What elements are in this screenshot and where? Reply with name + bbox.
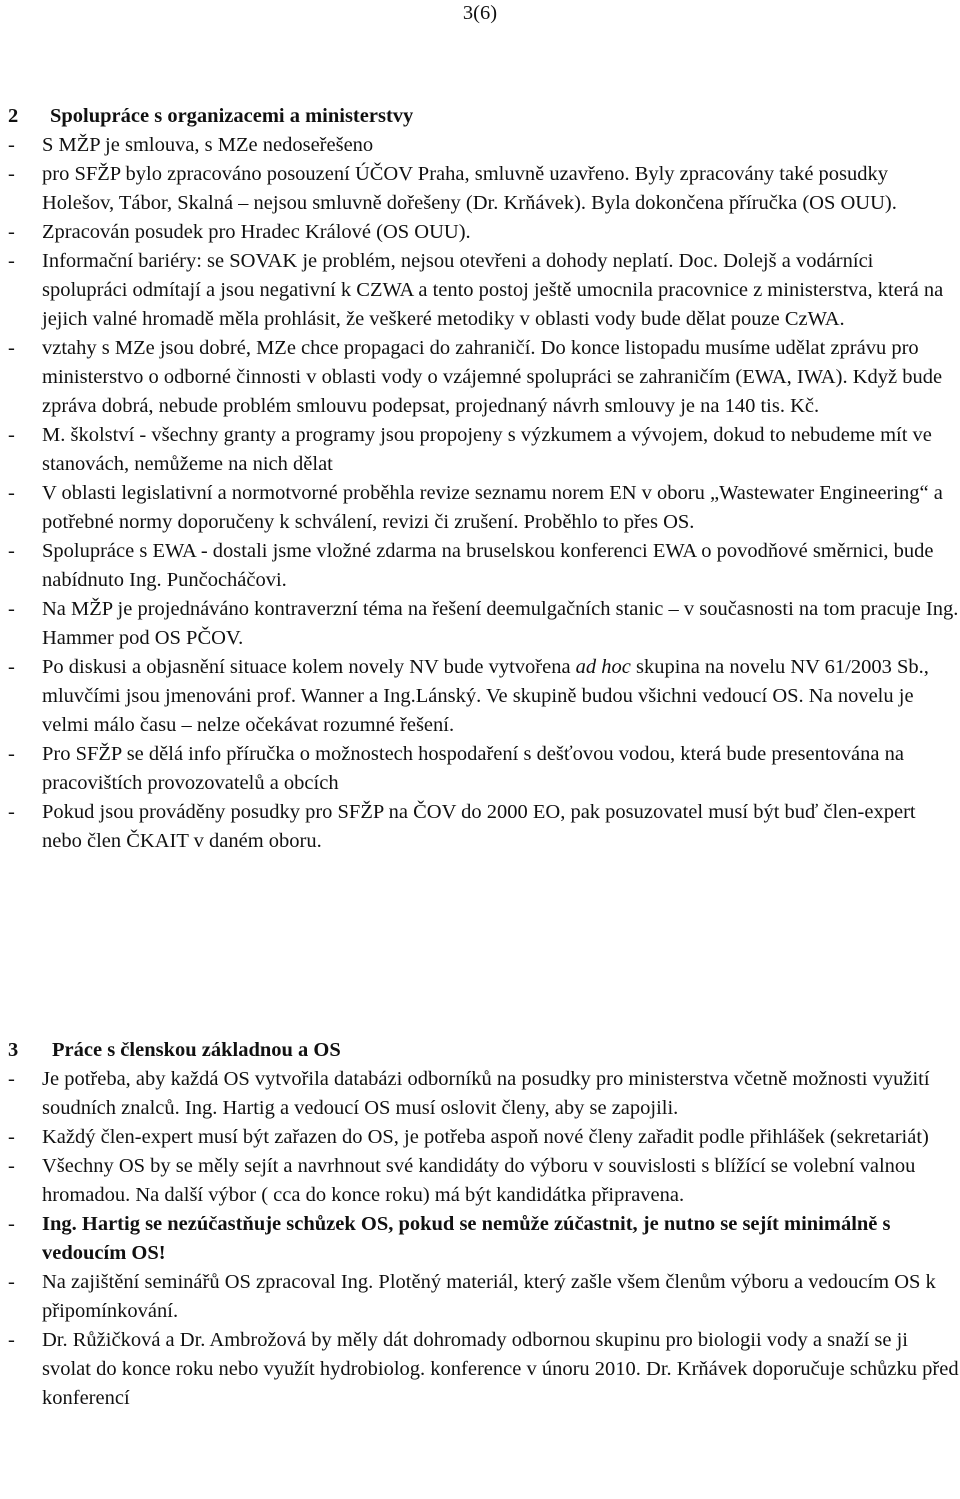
list-item: - S MŽP je smlouva, s MZe nedoseřešeno [8, 134, 374, 156]
section-title: Spolupráce s organizacemi a ministerstvy [50, 105, 414, 127]
list-item: - Na MŽP je projednáváno kontraverzní téma na řešení deemulgačních stanic – v současnosti na tom pracuje Ing. Hammer pod OS PČOV. [8, 598, 959, 649]
list-item: - pro SFŽP bylo zpracováno posouzení ÚČOV Praha, smluvně uzavřeno. Byly zpracovány také posudky Holešov, Tábor, Skalná – nejsou smluvně dořešeny (Dr. Krňávek). Byla dokončena příručka (OS OUU). [8, 163, 897, 214]
section-3-heading [8, 1036, 960, 1065]
list-item: - Po diskusi a objasnění situace kolem novely NV bude vytvořena ad hoc skupina na novelu NV 61/2003 Sb., mluvčími jsou jmenováni prof. Wanner a Ing.Lánský. Ve skupině budou všichni vedoucí OS. Na novelu je velmi málo času – nelze očekávat rozumné řešení. [8, 656, 929, 736]
page-number: 3(6) [462, 2, 498, 24]
list-item: - Pro SFŽP se dělá info příručka o možnostech hospodaření s dešťovou vodou, která bude presentována na pracovištích provozovatelů a obcích [8, 743, 904, 794]
section-number: 3 [8, 1039, 19, 1061]
list-item: - Pokud jsou prováděny posudky pro SFŽP na ČOV do 2000 EO, pak posuzovatel musí být buď člen-expert nebo člen ČKAIT v daném oboru. [8, 801, 916, 852]
list-item: - Všechny OS by se měly sejít a navrhnout své kandidáty do výboru v souvislosti s blížící se volební valnou hromadou. Na další výbor ( cca do konce roku) má být kandidátka připravena. [8, 1155, 916, 1206]
italic-term: ad hoc [575, 656, 631, 678]
section-2-heading [8, 102, 960, 131]
bold-notice: Ing. Hartig se nezúčastňuje schůzek OS, pokud se nemůže zúčastnit, je nutno se sejít minimálně s vedoucím OS! [42, 1213, 891, 1264]
list-item: - vztahy s MZe jsou dobré, MZe chce propagaci do zahraničí. Do konce listopadu musíme udělat zprávu pro ministerstvo o odborné činnosti v oblasti vody o vzájemné spolupráci se zahraničím (EWA, IWA). Když bude zpráva dobrá, nebude problém smlouvu podepsat, projednaný návrh smlouvy je na 140 tis. Kč. [8, 337, 943, 417]
list-item: - Každý člen-expert musí být zařazen do OS, je potřeba aspoň nové členy zařadit podle přihlášek (sekretariát) [8, 1126, 929, 1148]
list-item: - Dr. Růžičková a Dr. Ambrožová by měly dát dohromady odbornou skupinu pro biologii vody a snaží se ji svolat do konce roku nebo využít hydrobiolog. konference v únoru 2010. Dr. Krňávek doporučuje schůzku před konferencí [8, 1329, 959, 1409]
list-item: - Spolupráce s EWA - dostali jsme vložné zdarma na bruselskou konferenci EWA o povodňové směrnici, bude nabídnuto Ing. Punčocháčovi. [8, 540, 934, 591]
section-3-list [0, 1065, 960, 1413]
list-item: - M. školství - všechny granty a programy jsou propojeny s výzkumem a vývojem, dokud to nebudeme mít ve stanovách, nemůžeme na nich dělat [8, 424, 932, 475]
list-item: - Zpracován posudek pro Hradec Králové (OS OUU). [8, 221, 471, 243]
list-item: - V oblasti legislativní a normotvorné proběhla revize seznamu norem EN v oboru „Wastewater Engineering“ a potřebné normy doporučeny k schválení, revizi či zrušení. Proběhlo to přes OS. [8, 482, 943, 533]
list-item: - Je potřeba, aby každá OS vytvořila databázi odborníků na posudky pro ministerstva včetně možnosti využití soudních znalců. Ing. Hartig a vedoucí OS musí oslovit členy, aby se zapojili. [8, 1068, 930, 1119]
section-2 [0, 102, 960, 856]
list-item: - Ing. Hartig se nezúčastňuje schůzek OS, pokud se nemůže zúčastnit, je nutno se sejít minimálně s vedoucím OS! [8, 1213, 891, 1264]
section-3 [0, 1036, 960, 1413]
list-item: - Informační bariéry: se SOVAK je problém, nejsou otevřeni a dohody neplatí. Doc. Dolejš a vodárníci spolupráci odmítají a jsou negativní k CZWA a tento postoj ještě umocnila pracovnice z ministerstva, která na jejich valné hromadě měla prohlásit, že veškeré metodiky v oblasti vody bude dělat pouze CzWA. [8, 250, 944, 330]
section-title: Práce s členskou základnou a OS [52, 1039, 341, 1061]
section-number: 2 [8, 105, 19, 127]
section-2-list [0, 131, 960, 856]
list-item: - Na zajištění seminářů OS zpracoval Ing. Plotěný materiál, který zašle všem členům výboru a vedoucím OS k připomínkování. [8, 1271, 936, 1322]
